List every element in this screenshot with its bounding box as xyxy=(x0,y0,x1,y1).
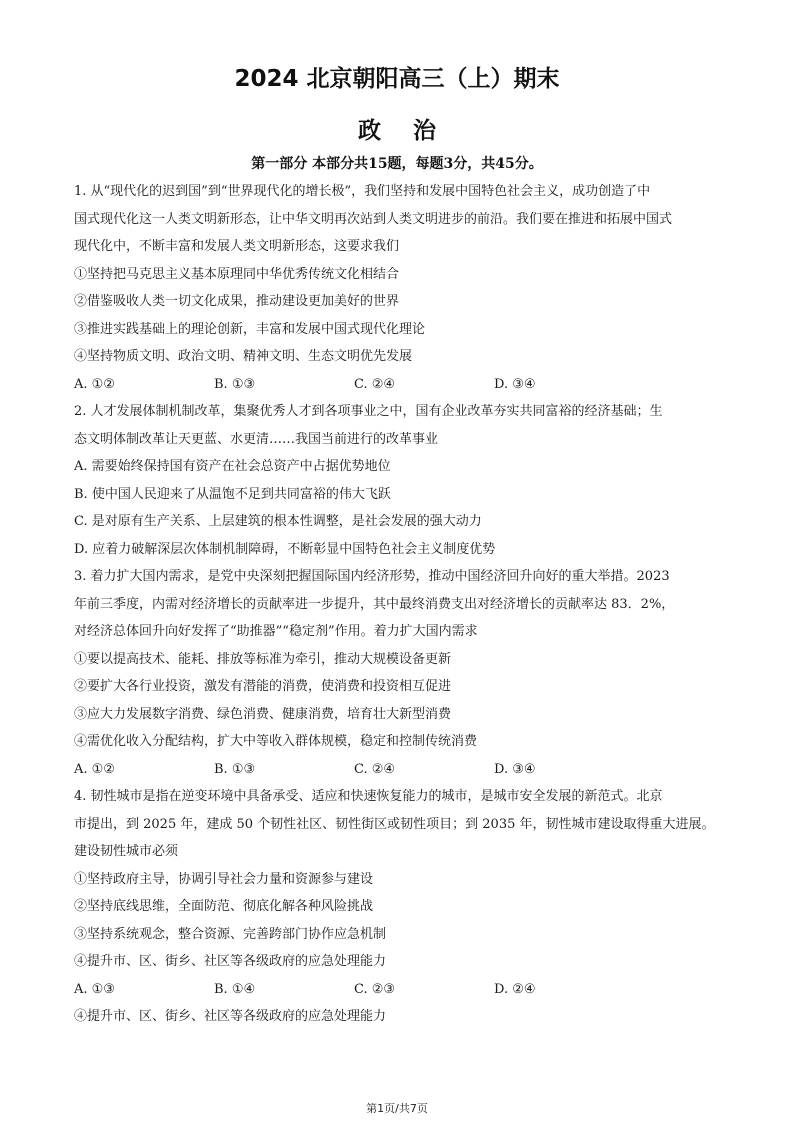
answer-options xyxy=(74,976,734,1004)
option-b: B. ①④ xyxy=(214,981,256,997)
question-stem-line: 4. 韧性城市是指在逆变环境中具备承受、适应和快速恢复能力的城市，是城市安全发展的新范式。北京 xyxy=(74,789,663,804)
option-d: D. ②④ xyxy=(494,981,536,997)
option-c: C. ②③ xyxy=(354,981,396,997)
option-d: D. ③④ xyxy=(494,376,536,392)
question-stem-line: 3. 着力扩大国内需求，是党中央深刻把握国际国内经济形势，推动中国经济回升向好的重大举措。2023 xyxy=(74,569,670,584)
statement-item: ③坚持系统观念，整合资源、完善跨部门协作应急机制 xyxy=(74,926,387,942)
page-title: 2024 北京朝阳高三（上）期末 xyxy=(234,66,560,92)
option-a: A. ①③ xyxy=(74,981,115,997)
option-c: C. ②④ xyxy=(354,376,396,392)
question-stem-line: 市提出，到 2025 年，建成 50 个韧性社区、韧性街区或韧性项目；到 2035 年，韧性城市建设取得重大进展。 xyxy=(74,816,715,832)
option-b: B. ①③ xyxy=(214,761,256,777)
answer-options xyxy=(74,371,734,399)
statement-item: ③应大力发展数字消费、绿色消费、健康消费，培育壮大新型消费 xyxy=(74,706,452,722)
statement-item: ④坚持物质文明、政治文明、精神文明、生态文明优先发展 xyxy=(74,349,413,364)
option-a: A. 需要始终保持国有资产在社会总资产中占据优势地位 xyxy=(74,459,391,474)
question-2 xyxy=(74,398,734,563)
statement-item: ④需优化收入分配结构，扩大中等收入群体规模，稳定和控制传统消费 xyxy=(74,734,478,749)
subject-heading: 政 治 xyxy=(357,117,437,144)
option-a: A. ①② xyxy=(74,376,115,392)
statement-item: ④提升市、区、街乡、社区等各级政府的应急处理能力 xyxy=(74,954,387,969)
answer-options xyxy=(74,756,734,784)
question-stem-line: 现代化中，不断丰富和发展人类文明新形态，这要求我们 xyxy=(74,239,400,254)
statement-item: ③推进实践基础上的理论创新，丰富和发展中国式现代化理论 xyxy=(74,321,426,337)
part-heading: 第一部分 本部分共15题，每题3分，共45分。 xyxy=(251,156,543,172)
question-stem-line: 1. 从“现代化的迟到国”到“世界现代化的增长极”，我们坚持和发展中国特色社会主义，成功创造了中 xyxy=(74,184,651,199)
option-d: D. 应着力破解深层次体制机制障碍，不断彰显中国特色社会主义制度优势 xyxy=(74,541,496,557)
question-stem-line: 对经济总体回升向好发挥了“助推器”“稳定剂”作用。着力扩大国内需求 xyxy=(74,624,478,639)
statement-item: ②借鉴吸收人类一切文化成果，推动建设更加美好的世界 xyxy=(74,294,400,309)
question-3 xyxy=(74,563,734,783)
statement-item: ①要以提高技术、能耗、排放等标准为牵引，推动大规模设备更新 xyxy=(74,651,452,667)
question-stem-line: 态文明体制改革让天更蓝、水更清……我国当前进行的改革事业 xyxy=(74,431,439,447)
option-b: B. ①③ xyxy=(214,376,256,392)
page-number: 第1页/共7页 xyxy=(366,1102,428,1115)
question-list xyxy=(74,178,734,1031)
option-c: C. ②④ xyxy=(354,761,396,777)
option-d: D. ③④ xyxy=(494,761,536,777)
question-1 xyxy=(74,178,734,398)
statement-item: ①坚持政府主导，协调引导社会力量和资源参与建设 xyxy=(74,871,374,887)
statement-item: ②要扩大各行业投资，激发有潜能的消费，使消费和投资相互促进 xyxy=(74,679,452,694)
question-4 xyxy=(74,783,734,1031)
statement-item: ②坚持底线思维，全面防范、彻底化解各种风险挑战 xyxy=(74,899,374,914)
option-b: B. 使中国人民迎来了从温饱不足到共同富裕的伟大飞跃 xyxy=(74,486,391,502)
option-c: C. 是对原有生产关系、上层建筑的根本性调整，是社会发展的强大动力 xyxy=(74,514,482,529)
question-stem-line: 国式现代化这一人类文明新形态，让中华文明再次站到人类文明进步的前沿。我们要在推进和拓展中国式 xyxy=(74,211,673,227)
question-stem-line: 年前三季度，内需对经济增长的贡献率进一步提升，其中最终消费支出对经济增长的贡献率达 83．2%， xyxy=(74,596,675,612)
question-stem-line: 2. 人才发展体制机制改革，集聚优秀人才到各项事业之中，国有企业改革夯实共同富裕的经济基础；生 xyxy=(74,404,663,419)
option-a: A. ①② xyxy=(74,761,115,777)
question-stem-line: 建设韧性城市必须 xyxy=(74,844,179,859)
statement-item: ①坚持把马克思主义基本原理同中华优秀传统文化相结合 xyxy=(74,266,400,282)
statement-item: ④提升市、区、街乡、社区等各级政府的应急处理能力 xyxy=(74,1009,387,1024)
